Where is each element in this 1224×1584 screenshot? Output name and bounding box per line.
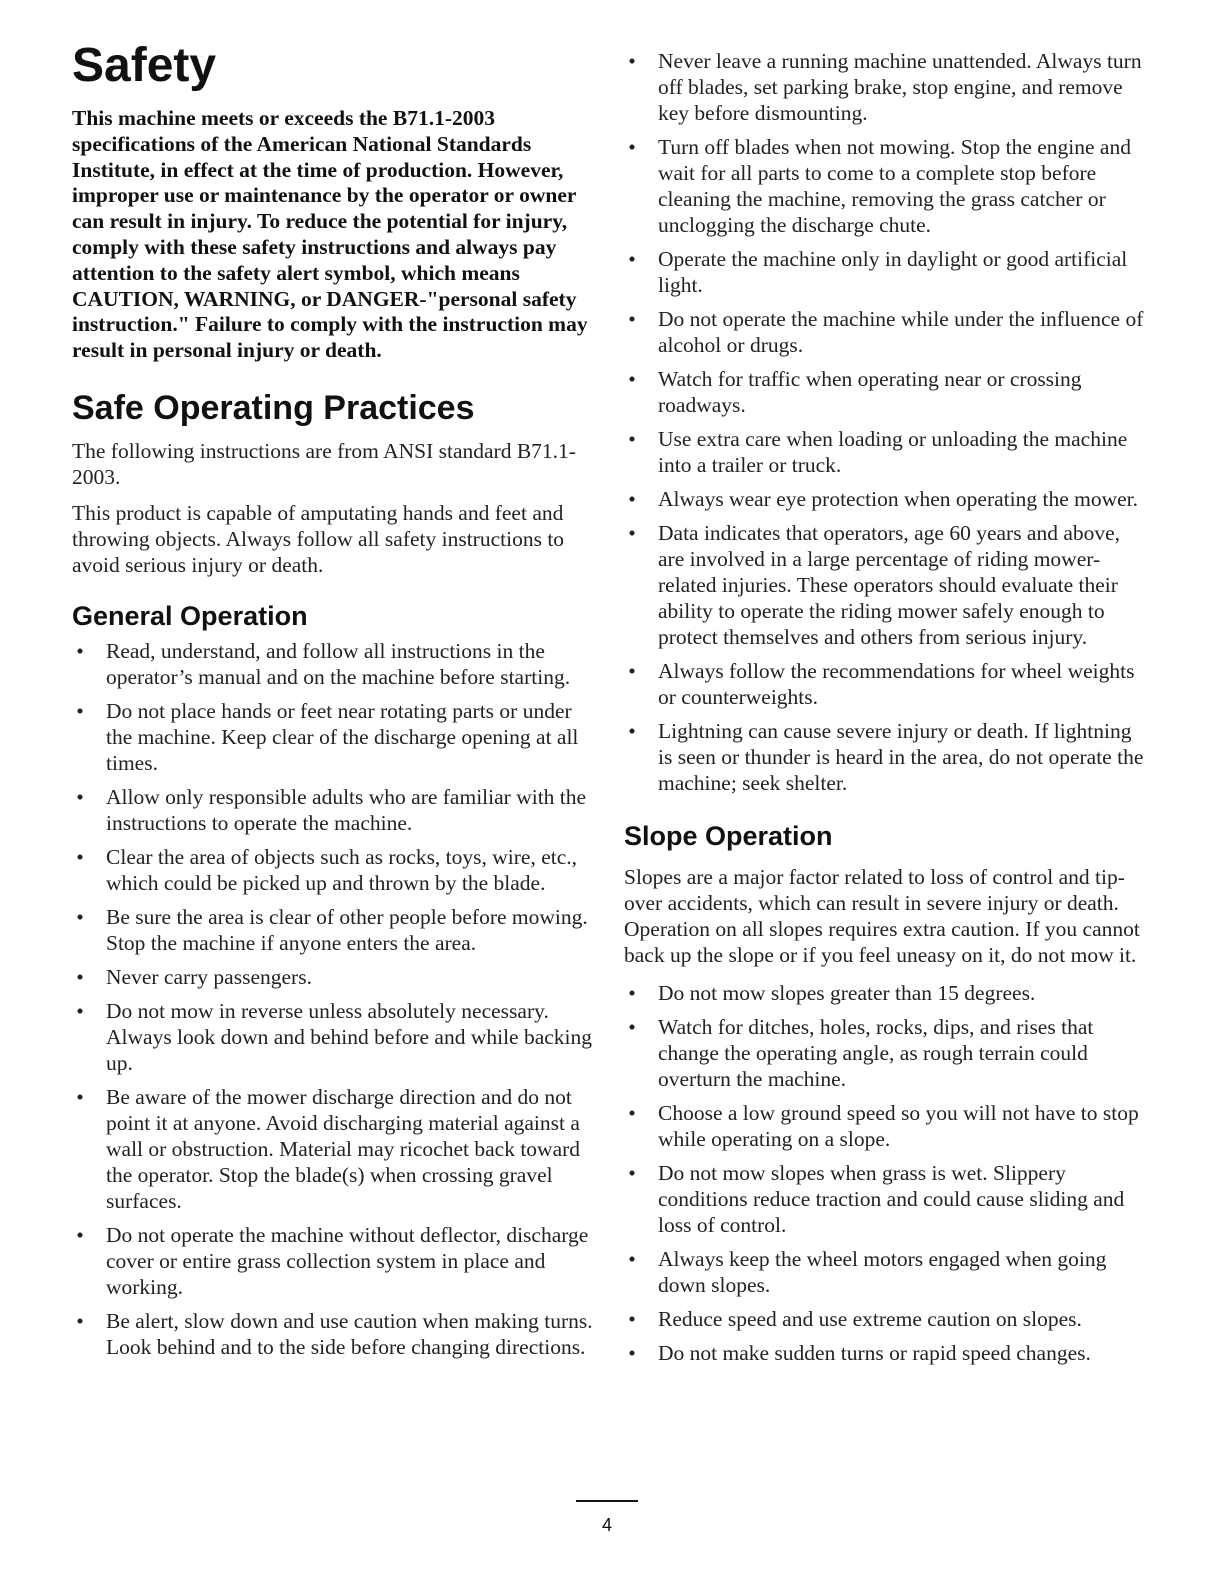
page-footer [576, 1500, 638, 1536]
bullet-icon: • [76, 1308, 84, 1333]
list-item: • Be alert, slow down and use caution when making turns. Look behind and to the side before changing directions. [72, 1308, 594, 1360]
page-title: Safety [72, 39, 217, 92]
right-column [624, 48, 1150, 1374]
bullet-icon: • [76, 638, 84, 663]
list-item: • Do not place hands or feet near rotating parts or under the machine. Keep clear of the discharge opening at all times. [72, 698, 594, 776]
safe-operating-practices-heading: Safe Operating Practices [72, 388, 475, 427]
bullet-icon: • [628, 521, 636, 545]
list-item: • Clear the area of objects such as rocks, toys, wire, etc., which could be picked up and thrown by the blade. [72, 844, 594, 896]
ansi-standard-paragraph: The following instructions are from ANSI standard B71.1-2003. [72, 438, 576, 489]
bullet-icon: • [628, 1341, 636, 1365]
bullet-icon: • [76, 784, 84, 809]
bullet-icon: • [76, 1084, 84, 1109]
bullet-icon: • [628, 427, 636, 451]
list-item: • Reduce speed and use extreme caution on slopes. [624, 1306, 1150, 1332]
bullet-icon: • [628, 135, 636, 159]
list-item: • Do not mow slopes greater than 15 degrees. [624, 980, 1150, 1006]
bullet-icon: • [628, 1307, 636, 1331]
bullet-icon: • [76, 698, 84, 723]
list-item: • Read, understand, and follow all instructions in the operator’s manual and on the machine before starting. [72, 638, 594, 690]
bullet-icon: • [76, 998, 84, 1023]
safety-intro-paragraph: This machine meets or exceeds the B71.1-2003 specifications of the American National Standards Institute, in effect at the time of production. However, improper use or maintenance by the operator or owner can result in injury. To reduce the potential for injury, comply with these safety instructions and always pay attention to the safety alert symbol, which means CAUTION, WARNING, or DANGER-"personal safety instruction." Failure to comply with the instruction may result in personal injury or death. [72, 106, 588, 363]
list-item: • Do not mow slopes when grass is wet. Slippery conditions reduce traction and could cause sliding and loss of control. [624, 1160, 1150, 1238]
bullet-icon: • [76, 964, 84, 989]
list-item: • Lightning can cause severe injury or death. If lightning is seen or thunder is heard in the area, do not operate the machine; seek shelter. [624, 718, 1150, 796]
bullet-icon: • [628, 719, 636, 743]
list-item: • Allow only responsible adults who are familiar with the instructions to operate the machine. [72, 784, 594, 836]
list-item: • Turn off blades when not mowing. Stop the engine and wait for all parts to come to a complete stop before cleaning the machine, removing the grass catcher or unclogging the discharge chute. [624, 134, 1150, 238]
bullet-icon: • [76, 1222, 84, 1247]
bullet-icon: • [628, 49, 636, 73]
general-operation-list-continued [624, 48, 1150, 796]
list-item: • Always keep the wheel motors engaged when going down slopes. [624, 1246, 1150, 1298]
list-item: • Watch for traffic when operating near or crossing roadways. [624, 366, 1150, 418]
bullet-icon: • [628, 1161, 636, 1185]
footer-rule [576, 1500, 638, 1502]
list-item: • Never leave a running machine unattended. Always turn off blades, set parking brake, stop engine, and remove key before dismounting. [624, 48, 1150, 126]
list-item: • Always follow the recommendations for wheel weights or counterweights. [624, 658, 1150, 710]
list-item: • Do not make sudden turns or rapid speed changes. [624, 1340, 1150, 1366]
list-item: • Do not mow in reverse unless absolutely necessary. Always look down and behind before and while backing up. [72, 998, 594, 1076]
slope-operation-list [624, 980, 1150, 1366]
list-item: • Data indicates that operators, age 60 years and above, are involved in a large percentage of riding mower-related injuries. These operators should evaluate their ability to operate the riding mower safely enough to protect themselves and others from serious injury. [624, 520, 1150, 650]
bullet-icon: • [628, 307, 636, 331]
left-column [72, 0, 594, 1368]
bullet-icon: • [628, 367, 636, 391]
list-item: • Be sure the area is clear of other people before mowing. Stop the machine if anyone enters the area. [72, 904, 594, 956]
bullet-icon: • [628, 487, 636, 511]
list-item: • Never carry passengers. [72, 964, 594, 990]
bullet-icon: • [76, 844, 84, 869]
bullet-icon: • [76, 904, 84, 929]
bullet-icon: • [628, 659, 636, 683]
amputation-warning-paragraph: This product is capable of amputating hands and feet and throwing objects. Always follow all safety instructions to avoid serious injury or death. [72, 500, 565, 577]
list-item: • Always wear eye protection when operating the mower. [624, 486, 1150, 512]
list-item: • Do not operate the machine while under the influence of alcohol or drugs. [624, 306, 1150, 358]
list-item: • Use extra care when loading or unloading the machine into a trailer or truck. [624, 426, 1150, 478]
bullet-icon: • [628, 1247, 636, 1271]
list-item: • Operate the machine only in daylight or good artificial light. [624, 246, 1150, 298]
slope-operation-heading: Slope Operation [624, 821, 833, 851]
general-operation-list [72, 638, 594, 1360]
bullet-icon: • [628, 981, 636, 1005]
list-item: • Watch for ditches, holes, rocks, dips, and rises that change the operating angle, as rough terrain could overturn the machine. [624, 1014, 1150, 1092]
general-operation-heading: General Operation [72, 600, 308, 631]
bullet-icon: • [628, 1101, 636, 1125]
list-item: • Be aware of the mower discharge direction and do not point it at anyone. Avoid discharging material against a wall or obstruction. Material may ricochet back toward the operator. Stop the blade(s) when crossing gravel surfaces. [72, 1084, 594, 1214]
bullet-icon: • [628, 1015, 636, 1039]
page-number: 4 [601, 1515, 612, 1535]
slope-intro-paragraph: Slopes are a major factor related to loss of control and tip-over accidents, which can result in severe injury or death. Operation on all slopes requires extra caution. If you cannot back up the slope or if you feel uneasy on it, do not mow it. [624, 865, 1140, 967]
bullet-icon: • [628, 247, 636, 271]
list-item: • Choose a low ground speed so you will not have to stop while operating on a slope. [624, 1100, 1150, 1152]
list-item: • Do not operate the machine without deflector, discharge cover or entire grass collection system in place and working. [72, 1222, 594, 1300]
